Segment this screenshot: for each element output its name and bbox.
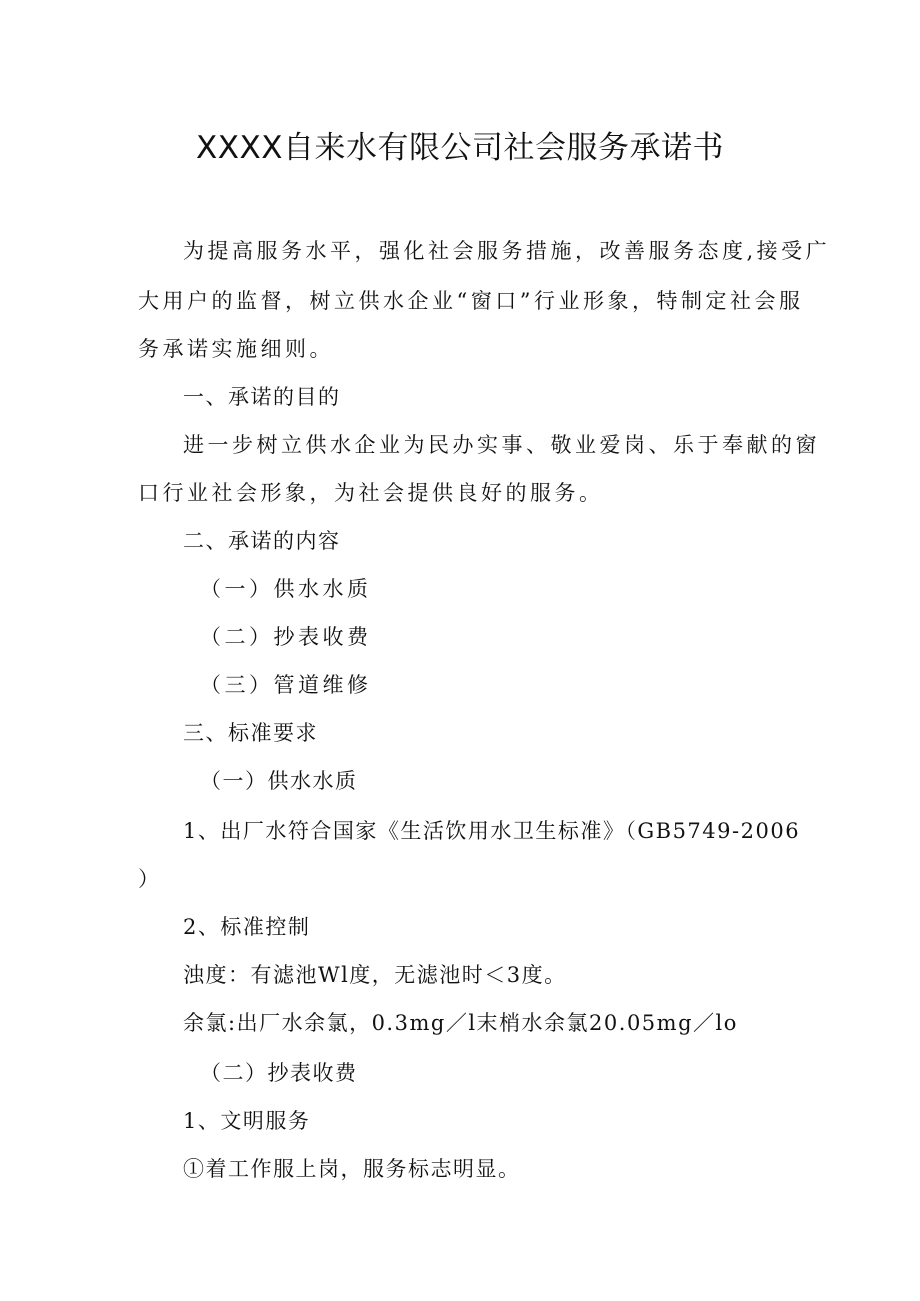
- section-1-heading: 一、承诺的目的: [183, 385, 341, 409]
- section-3-item-1-line-2: ）: [138, 867, 161, 891]
- section-3-item-1-line-1: 1、出厂水符合国家《生活饮用水卫生标准》（GB5749-2006: [183, 819, 801, 843]
- turbidity-standard: 浊度：有滤池Wl度，无滤池时＜3度。: [183, 963, 567, 987]
- section-3-sub-2: （二）抄表收费: [200, 1061, 358, 1085]
- section-2-heading: 二、承诺的内容: [183, 529, 341, 553]
- section-3-item-3: 1、文明服务: [183, 1109, 311, 1133]
- section-3-sub-1: （一）供水水质: [200, 769, 358, 793]
- section-3-item-4: ①着工作服上岗，服务标志明显。: [183, 1157, 521, 1181]
- chlorine-standard: 余氯:出厂水余氯，0.3mg／l末梢水余氯20.05mg／lo: [183, 1011, 738, 1035]
- intro-line-3: 务承诺实施细则。: [138, 337, 334, 361]
- section-1-text-2: 口行业社会形象，为社会提供良好的服务。: [138, 481, 604, 505]
- document-title: XXXX自来水有限公司社会服务承诺书: [196, 130, 724, 166]
- section-2-item-2: （二）抄表收费: [200, 625, 372, 649]
- section-3-heading: 三、标准要求: [183, 721, 318, 745]
- section-2-item-3: （三）管道维修: [200, 673, 372, 697]
- intro-line-1: 为提高服务水平，强化社会服务措施，改善服务态度,接受广: [183, 239, 831, 263]
- section-1-text-1: 进一步树立供水企业为民办实事、敬业爱岗、乐于奉献的窗: [183, 433, 820, 457]
- section-3-item-2: 2、标准控制: [183, 915, 311, 939]
- section-2-item-1: （一）供水水质: [200, 577, 372, 601]
- intro-line-2: 大用户的监督，树立供水企业“窗口”行业形象，特制定社会服: [138, 289, 804, 313]
